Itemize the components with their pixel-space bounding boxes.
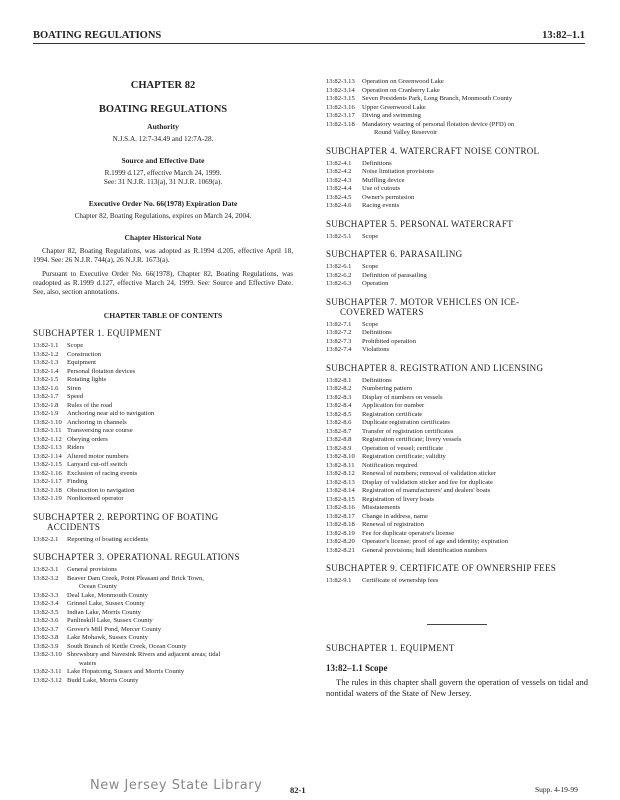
- toc-entry-number: 13:82-7.2: [326, 329, 352, 336]
- toc-entry: [33, 643, 293, 652]
- toc-entry-number: 13:82-3.10: [33, 651, 62, 658]
- toc-entry: [326, 321, 588, 330]
- toc-entry: [326, 402, 588, 411]
- subchapter-heading: SUBCHAPTER 3. OPERATIONAL REGULATIONS: [33, 552, 240, 562]
- toc-entry: [326, 194, 588, 203]
- toc-entry-description: Operation of vessel; certificate: [362, 444, 444, 452]
- toc-entry-description-wrap: waters: [79, 659, 97, 667]
- subchapter-heading: SUBCHAPTER 9. CERTIFICATE OF OWNERSHIP FEES: [326, 563, 557, 573]
- toc-entry: [33, 470, 293, 479]
- toc-entry-number: 13:82-6.2: [326, 271, 352, 279]
- history-paragraph-1: Chapter 82, Boating Regulations, was adopted as R.1994 d.205, effective April 18, 1994. See: 26 N.J.R. 744(a), 26 N.J.R. 1673(a).: [33, 247, 293, 264]
- toc-entry: [326, 496, 588, 505]
- right-column: [326, 78, 588, 699]
- toc-entry-number: 13:82-3.17: [326, 112, 355, 119]
- toc-entry-description: Lake Hopatcong, Sussex and Morris County: [67, 668, 185, 675]
- toc-heading: CHAPTER TABLE OF CONTENTS: [103, 311, 223, 320]
- toc-entry-description: Shrewsbury and Navesink Rivers and adjacent areas; tidal waters: [67, 651, 293, 668]
- toc-entry: [326, 95, 588, 104]
- toc-entry-number: 13:82-1.13: [33, 444, 62, 451]
- toc-entry-number: 13:82-3.9: [33, 642, 59, 650]
- toc-entry: [326, 411, 588, 420]
- toc-entry: [326, 338, 588, 347]
- toc-entry-number: 13:82-8.5: [326, 410, 352, 418]
- subchapter-entries: [326, 577, 588, 586]
- toc-entry-number: 13:82-2.1: [33, 535, 59, 543]
- toc-entry: [33, 495, 293, 504]
- toc-entry: [326, 419, 588, 428]
- toc-entry-description: Reporting of boating accidents: [67, 535, 149, 543]
- toc-entry-number: 13:82-3.3: [33, 591, 59, 599]
- toc-entry-description: Fee for duplicate operator's license: [362, 529, 454, 537]
- toc-entry: [326, 263, 588, 272]
- history-paragraph-2: Pursuant to Executive Order No. 66(1978), Chapter 82, Boating Regulations, was readopted as R.1999 d.127, effective March 24, 1999. See: Source and Effective Date. See, also, section annotations.: [33, 270, 293, 296]
- toc-entry-number: 13:82-3.6: [33, 617, 59, 624]
- supplement-date: Supp. 4-19-99: [535, 785, 578, 794]
- toc-entry-description: Transversing race course: [67, 427, 133, 434]
- toc-entry-description: Renewal of registration: [362, 521, 424, 528]
- toc-entry: [326, 428, 588, 437]
- toc-entry-number: 13:82-8.6: [326, 419, 352, 426]
- toc-entry-number: 13:82-8.16: [326, 504, 355, 511]
- toc-entry-description: Violations: [362, 346, 390, 353]
- subchapter-heading: SUBCHAPTER 6. PARASAILING: [326, 249, 463, 259]
- toc-entry-description-wrap: Ocean County: [79, 583, 117, 590]
- toc-entry: [326, 453, 588, 462]
- toc-entry-number: 13:82-1.7: [33, 393, 59, 400]
- toc-entry-number: 13:82-1.17: [33, 478, 62, 485]
- toc-entry-number: 13:82-8.14: [326, 487, 355, 494]
- subchapter-heading: SUBCHAPTER 4. WATERCRAFT NOISE CONTROL: [326, 145, 540, 156]
- toc-entry-description: Operation on Cranberry Lake: [362, 86, 440, 94]
- toc-entry-description: Speed: [67, 393, 84, 400]
- toc-entry: [326, 121, 588, 138]
- toc-entry-description: Display of numbers on vessels: [362, 393, 443, 401]
- toc-entry-description: Registration of livery boats: [362, 495, 434, 503]
- section-title: 13:82–1.1 Scope: [326, 662, 388, 673]
- toc-entry: [326, 504, 588, 513]
- source-text-1: R.1999 d.127, effective March 24, 1999.: [104, 169, 222, 177]
- subchapter-heading: SUBCHAPTER 7. MOTOR VEHICLES ON ICE- COVERED WATERS: [326, 297, 588, 317]
- toc-entry: [326, 329, 588, 338]
- toc-entry-number: 13:82-8.9: [326, 444, 352, 452]
- toc-entry: [33, 342, 293, 351]
- toc-entry-description: Muffling device: [362, 176, 405, 184]
- toc-entry-number: 13:82-8.10: [326, 453, 355, 460]
- subchapter-entries: [326, 160, 588, 211]
- toc-entry-number: 13:82-8.19: [326, 529, 355, 537]
- toc-entry: [33, 478, 293, 487]
- toc-entry-description: Registration certificate; validity: [362, 453, 446, 460]
- toc-entry: [33, 617, 293, 626]
- toc-entry-number: 13:82-3.13: [326, 78, 355, 85]
- toc-entry-description: Definitions: [362, 376, 392, 384]
- subchapter-entries: [33, 536, 293, 545]
- toc-entry-description: Altered motor numbers: [67, 452, 129, 460]
- toc-entry-number: 13:82-8.13: [326, 478, 355, 486]
- toc-entry-description: Numbering pattern: [362, 385, 412, 392]
- subchapter-heading: SUBCHAPTER 2. REPORTING OF BOATING ACCIDENTS: [33, 512, 293, 532]
- toc-entry-number: 13:82-1.18: [33, 486, 62, 494]
- toc-entry: [33, 634, 293, 643]
- toc-entry-number: 13:82-6.3: [326, 280, 352, 287]
- toc-entry-description: Notification required: [362, 461, 418, 469]
- exec-order-text: Chapter 82, Boating Regulations, expires on March 24, 2004.: [74, 212, 252, 220]
- toc-entry-description: Grinnel Lake, Sussex County: [67, 600, 145, 607]
- toc-entry: [326, 479, 588, 488]
- toc-entry-description: Deal Lake, Monmouth County: [67, 591, 148, 599]
- toc-entry: [33, 575, 293, 592]
- toc-entry-number: 13:82-1.11: [33, 427, 62, 434]
- toc-entry-description: Diving and swimming: [362, 112, 421, 119]
- toc-entry-number: 13:82-8.21: [326, 546, 355, 554]
- toc-entry: [326, 87, 588, 96]
- toc-entry-description: Change in address, name: [362, 512, 428, 520]
- toc-entry-description: Panlinskill Lake, Sussex County: [67, 617, 153, 624]
- toc-entry: [33, 351, 293, 360]
- running-header: [33, 30, 585, 44]
- toc-entry-number: 13:82-1.5: [33, 376, 59, 383]
- toc-entry-number: 13:82-1.16: [33, 469, 62, 477]
- toc-entry-number: 13:82-7.1: [326, 320, 352, 328]
- toc-entry-description: Definition of parasailing: [362, 271, 427, 279]
- toc-entry-description: Registration certificate; livery vessels: [362, 436, 462, 443]
- toc-entry-number: 13:82-4.2: [326, 168, 352, 175]
- toc-entry-number: 13:82-8.12: [326, 470, 355, 477]
- subchapter-heading-cont: COVERED WATERS: [340, 306, 424, 317]
- toc-entry: [33, 410, 293, 419]
- toc-entry-number: 13:82-3.12: [33, 676, 62, 684]
- toc-entry-number: 13:82-8.7: [326, 427, 352, 435]
- toc-entry-description: Exclusion of racing events: [67, 469, 138, 477]
- toc-entry: [33, 393, 293, 402]
- toc-entry-description: Equipment: [67, 359, 96, 366]
- toc-entry: [326, 168, 588, 177]
- toc-entry: [326, 185, 588, 194]
- toc-entry: [33, 609, 293, 618]
- toc-entry-description: Definitions: [362, 159, 392, 167]
- toc-entry-number: 13:82-8.1: [326, 376, 352, 384]
- body-subchapter-title: SUBCHAPTER 1. EQUIPMENT: [326, 642, 455, 653]
- toc-entry-number: 13:82-4.4: [326, 185, 352, 192]
- toc-right-list: [326, 146, 588, 586]
- toc-entry: [326, 394, 588, 403]
- toc-entry-number: 13:82-8.15: [326, 495, 355, 503]
- toc-entry-description: Riders: [67, 444, 85, 451]
- toc-entry: [326, 462, 588, 471]
- library-stamp: New Jersey State Library: [90, 778, 263, 793]
- toc-entry-description: Siren: [67, 384, 81, 392]
- subchapter-entries: [326, 321, 588, 355]
- toc-entry: [326, 530, 588, 539]
- toc-entry-description-wrap: Round Valley Reservoir: [374, 129, 438, 136]
- toc-entry-number: 13:82-8.2: [326, 385, 352, 392]
- toc-entry: [326, 104, 588, 113]
- toc-entry-number: 13:82-1.19: [33, 495, 62, 502]
- subchapter-entries: [33, 342, 293, 504]
- toc-entry: [33, 385, 293, 394]
- toc-entry: [33, 376, 293, 385]
- toc-entry-description: General provisions; hull identification numbers: [362, 546, 487, 554]
- toc-entry-number: 13:82-1.12: [33, 435, 62, 443]
- toc-entry-description: Indian Lake, Morris County: [67, 608, 141, 616]
- toc-entry: [326, 177, 588, 186]
- toc-entry: [326, 112, 588, 121]
- subchapter-heading: SUBCHAPTER 1. EQUIPMENT: [33, 328, 162, 338]
- section-divider: [427, 624, 487, 625]
- toc-entry-description: Anchoring in channels: [67, 418, 127, 426]
- subchapter-entries: [33, 566, 293, 685]
- toc-entry-description: Obstruction to navigation: [67, 486, 135, 494]
- toc-entry: [326, 78, 588, 87]
- toc-entry-description: Prohibited operation: [362, 337, 417, 345]
- toc-right-continued: [326, 78, 588, 138]
- toc-entry-description: Owner's permission: [362, 193, 415, 201]
- toc-entry-description: Duplicate registration certificates: [362, 419, 450, 426]
- toc-entry: [326, 272, 588, 281]
- toc-entry: [33, 668, 293, 677]
- toc-entry: [33, 368, 293, 377]
- toc-entry: [33, 536, 293, 545]
- toc-entry: [33, 566, 293, 575]
- toc-entry-description: Grover's Mill Pond, Mercer County: [67, 625, 162, 633]
- toc-entry-description: Upper Greenwood Lake: [362, 103, 426, 111]
- toc-entry: [33, 651, 293, 668]
- toc-entry-description: Rotating lights: [67, 376, 107, 383]
- toc-entry: [326, 233, 588, 242]
- toc-entry-number: 13:82-6.1: [326, 263, 352, 270]
- toc-entry: [326, 547, 588, 556]
- toc-entry: [326, 538, 588, 547]
- toc-entry-description: Certificate of ownership fees: [362, 577, 439, 584]
- source-text-2: See: 31 N.J.R. 113(a), 31 N.J.R. 1069(a).: [103, 178, 223, 186]
- toc-entry-description: South Branch of Kettle Creek, Ocean County: [67, 642, 187, 650]
- subchapter-entries: [326, 263, 588, 289]
- toc-entry-number: 13:82-3.15: [326, 95, 355, 102]
- toc-entry: [33, 677, 293, 686]
- toc-entry-number: 13:82-3.4: [33, 600, 59, 607]
- toc-entry-number: 13:82-7.4: [326, 346, 352, 353]
- toc-entry: [33, 600, 293, 609]
- toc-entry: [33, 436, 293, 445]
- history-heading: Chapter Historical Note: [124, 233, 202, 242]
- header-left: BOATING REGULATIONS: [33, 30, 162, 41]
- toc-entry-description: Noise limitation provisions: [362, 168, 434, 175]
- toc-entry-number: 13:82-3.8: [33, 634, 59, 641]
- toc-entry: [33, 444, 293, 453]
- toc-entry-number: 13:82-1.2: [33, 350, 59, 358]
- page-number: 82-1: [290, 785, 306, 795]
- subchapter-entries: [326, 377, 588, 556]
- toc-entry-description: Rules of the road: [67, 401, 113, 409]
- toc-entry-number: 13:82-4.6: [326, 202, 352, 209]
- toc-entry-number: 13:82-8.20: [326, 538, 355, 545]
- toc-entry-description: Definitions: [362, 329, 392, 336]
- subchapter-heading-cont: ACCIDENTS: [47, 521, 101, 532]
- toc-entry-description: Operator's license; proof of age and identity; expiration: [362, 538, 509, 545]
- toc-entry: [326, 377, 588, 386]
- toc-entry-description: Finding: [67, 478, 88, 485]
- toc-entry-description: Scope: [362, 263, 379, 270]
- toc-entry-description: Construction: [67, 350, 102, 358]
- toc-entry-number: 13:82-3.14: [326, 86, 355, 94]
- toc-entry: [326, 346, 588, 355]
- toc-entry-description: Scope: [67, 342, 84, 349]
- toc-entry-number: 13:82-8.4: [326, 402, 352, 409]
- toc-entry: [326, 385, 588, 394]
- toc-entry-description: Display of validation sticker and fee for duplicate: [362, 478, 493, 486]
- toc-entry-description: Lake Mohawk, Sussex County: [67, 634, 148, 641]
- toc-left-list: [33, 328, 293, 685]
- toc-entry-number: 13:82-3.2: [33, 574, 59, 582]
- toc-entry-description: Operation: [362, 280, 389, 287]
- toc-entry-description: Personal flotation devices: [67, 367, 136, 375]
- toc-entry-number: 13:82-9.1: [326, 577, 352, 584]
- toc-entry-description: Misstatements: [362, 504, 401, 511]
- toc-entry-description: Nonlicensed operator: [67, 495, 124, 502]
- toc-entry-description: Obeying orders: [67, 435, 108, 443]
- toc-entry-description: Transfer of registration certificates: [362, 427, 454, 435]
- toc-entry: [33, 453, 293, 462]
- toc-entry-number: 13:82-3.16: [326, 103, 355, 111]
- toc-entry-number: 13:82-8.18: [326, 521, 355, 528]
- authority-heading: Authority: [147, 122, 179, 131]
- toc-entry-number: 13:82-8.8: [326, 436, 352, 443]
- toc-entry-number: 13:82-1.9: [33, 410, 59, 417]
- toc-entry-number: 13:82-3.5: [33, 608, 59, 616]
- toc-entry-description: Beaver Dam Creek, Point Pleasant and Brick Town, Ocean County: [67, 575, 293, 592]
- toc-entry: [33, 402, 293, 411]
- subchapter-heading: SUBCHAPTER 5. PERSONAL WATERCRAFT: [326, 218, 513, 229]
- subchapter-entries: [326, 233, 588, 242]
- chapter-number: CHAPTER 82: [130, 80, 196, 91]
- toc-entry-number: 13:82-1.15: [33, 461, 62, 468]
- toc-entry: [326, 160, 588, 169]
- toc-entry-number: 13:82-3.11: [33, 668, 62, 675]
- toc-entry-number: 13:82-8.11: [326, 461, 355, 469]
- toc-entry-description: Racing events: [362, 202, 400, 209]
- toc-entry: [326, 202, 588, 211]
- toc-entry: [326, 436, 588, 445]
- toc-entry-number: 13:82-1.14: [33, 452, 62, 460]
- toc-entry-number: 13:82-4.3: [326, 176, 352, 184]
- toc-entry-number: 13:82-7.3: [326, 337, 352, 345]
- toc-entry: [326, 280, 588, 289]
- toc-entry-number: 13:82-1.4: [33, 367, 59, 375]
- header-right: 13:82–1.1: [542, 30, 585, 41]
- left-column: [33, 74, 293, 685]
- toc-entry-description: Lanyard cut-off switch: [67, 461, 128, 468]
- toc-entry: [33, 461, 293, 470]
- toc-entry-description: Registration of manufacturers' and dealers' boats: [362, 487, 491, 494]
- toc-entry-number: 13:82-5.1: [326, 232, 352, 240]
- toc-entry: [33, 419, 293, 428]
- toc-entry-description: General provisions: [67, 566, 117, 573]
- toc-entry-description: Budd Lake, Morris County: [67, 676, 139, 684]
- toc-entry: [33, 592, 293, 601]
- toc-entry-description: Seven Presidents Park, Long Branch, Monmouth County: [362, 95, 513, 102]
- toc-entry-number: 13:82-8.3: [326, 393, 352, 401]
- toc-entry-number: 13:82-8.17: [326, 512, 355, 520]
- toc-entry-description: Use of cutouts: [362, 185, 401, 192]
- toc-entry-description: Scope: [362, 320, 379, 328]
- toc-entry-number: 13:82-4.5: [326, 193, 352, 201]
- toc-entry-number: 13:82-3.1: [33, 566, 59, 573]
- toc-entry: [326, 521, 588, 530]
- toc-entry: [326, 470, 588, 479]
- toc-entry: [33, 359, 293, 368]
- toc-entry-number: 13:82-3.18: [326, 120, 355, 128]
- toc-entry-description: Registration certificate: [362, 410, 423, 418]
- chapter-title: BOATING REGULATIONS: [98, 104, 228, 115]
- toc-entry-description: Scope: [362, 232, 379, 240]
- toc-entry: [326, 513, 588, 522]
- toc-entry: [326, 577, 588, 586]
- toc-entry-number: 13:82-1.6: [33, 384, 59, 392]
- authority-text: N.J.S.A. 12:7-34.49 and 12:7A-28.: [112, 135, 214, 143]
- toc-entry-number: 13:82-1.1: [33, 342, 59, 349]
- toc-entry-number: 13:82-4.1: [326, 159, 352, 167]
- toc-entry: [326, 487, 588, 496]
- toc-entry: [33, 487, 293, 496]
- section-text: The rules in this chapter shall govern the operation of vessels on tidal and nontidal waters of the State of New Jersey.: [326, 676, 588, 698]
- toc-entry-description: Renewal of numbers; removal of validation sticker: [362, 470, 497, 477]
- toc-entry: [33, 427, 293, 436]
- toc-entry-number: 13:82-1.3: [33, 359, 59, 366]
- toc-entry-description: Anchoring near aid to navigation: [67, 410, 155, 417]
- toc-entry-number: 13:82-3.7: [33, 625, 59, 633]
- toc-entry-number: 13:82-1.10: [33, 418, 62, 426]
- toc-entry-description: Operation on Greenwood Lake: [362, 78, 444, 85]
- toc-entry: [33, 626, 293, 635]
- source-heading: Source and Effective Date: [121, 156, 205, 165]
- toc-entry-description: Mandatory wearing of personal flotation device (PFD) on Round Valley Reservoir: [362, 121, 588, 138]
- toc-entry-description: Application for number: [362, 402, 425, 409]
- toc-entry: [326, 445, 588, 454]
- exec-order-heading: Executive Order No. 66(1978) Expiration Date: [88, 199, 238, 208]
- subchapter-heading: SUBCHAPTER 8. REGISTRATION AND LICENSING: [326, 362, 544, 373]
- toc-entry-number: 13:82-1.8: [33, 401, 59, 409]
